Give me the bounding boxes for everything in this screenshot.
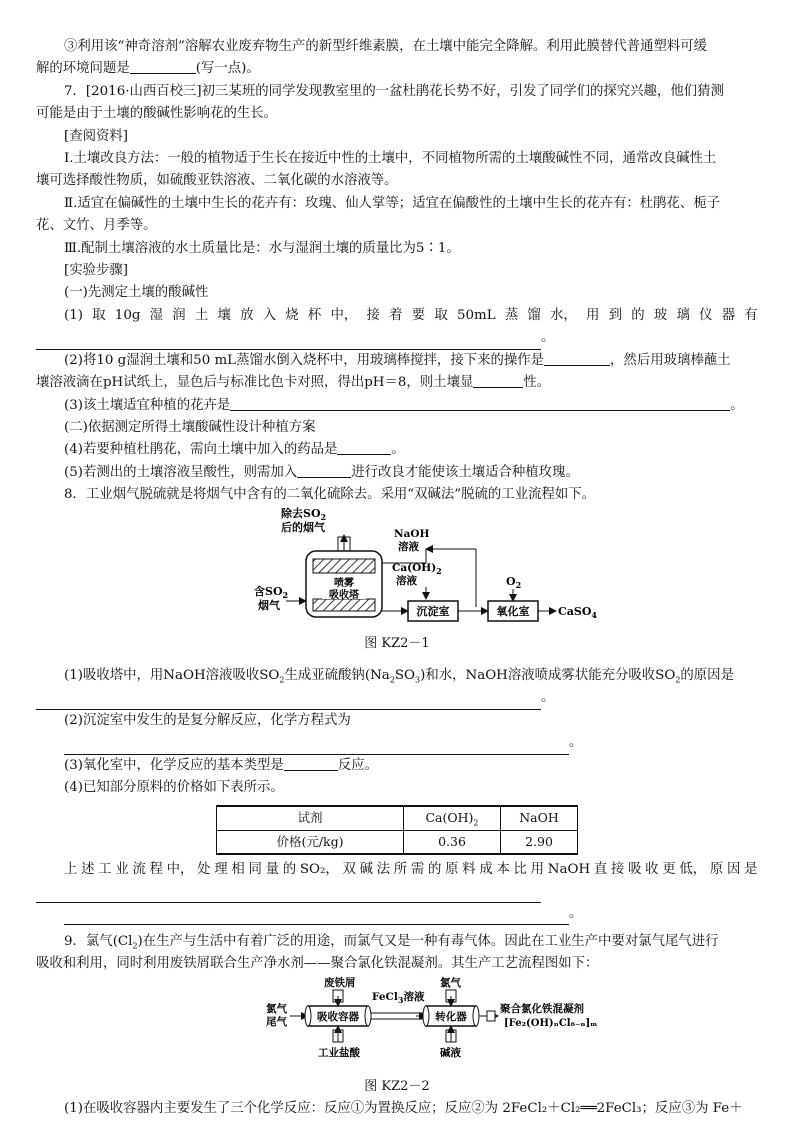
word: 到 [608, 307, 623, 323]
q7-part1: (一)先测定土壤的酸碱性 [64, 285, 209, 301]
q7-ref1-cont: 壤可选择酸性物质，如硫酸亚铁溶液、二氧化碳的水溶液等。 [36, 173, 398, 189]
figure-kz2-2 [36, 976, 758, 1076]
answer-line[interactable]: 。 [36, 687, 758, 709]
answer-line[interactable]: 。 [36, 732, 758, 754]
word: 需 [410, 862, 425, 878]
product-formula: [Fe₂(OH)ₙCl₆₋ₙ]ₘ [504, 1017, 598, 1029]
word: 器 [721, 307, 736, 323]
word: 入 [262, 307, 277, 323]
word: 业 [115, 862, 129, 878]
q7-stem: 7．[2016·山西百校三]初三某班的同学发现教室里的一盆杜鹃花长势不好，引发了同学们的探究兴趣，他们猜测 [64, 83, 724, 99]
word: 中， [166, 862, 194, 878]
word: 比 [513, 862, 527, 878]
converter-label: 转化器 [435, 1010, 467, 1023]
price-table [216, 805, 578, 855]
q7-ref-title: [查阅资料] [64, 128, 129, 144]
figure-caption-2: 图 KZ2－2 [364, 1078, 430, 1094]
word: 相 [231, 862, 245, 878]
word: 湿 [149, 307, 164, 323]
word: 所 [393, 862, 408, 878]
word: 因 [727, 862, 741, 878]
q8-step3: (3)氧化室中，化学反应的基本类型是 反应。 [64, 757, 378, 773]
answer-blank[interactable] [544, 351, 610, 366]
word: 馏 [527, 307, 541, 323]
word: 原 [709, 862, 724, 878]
word: 理 [214, 862, 228, 878]
q7-step4: (4)若要种植杜鹃花，需向土壤中加入的药品是 。 [64, 442, 405, 458]
document-page [36, 36, 758, 1121]
q6-item3-line2: 解的环境问题是 (写一点)。 [36, 61, 260, 77]
q7-step3: (3)该土壤适宜种植的花卉是 。 [64, 397, 744, 413]
table-header-reagent: 试剂 [217, 806, 404, 830]
word: 成 [479, 862, 493, 878]
answer-blank[interactable] [230, 396, 730, 411]
figure-kz2-1 [36, 507, 758, 637]
figure-caption-1: 图 KZ2－1 [364, 635, 430, 651]
table-cell: 0.36 [404, 830, 501, 854]
word: NaOH [547, 862, 591, 878]
q7-ref3: Ⅲ.配制土壤溶液的水土质量比是：水与湿润土壤的质量比为5∶1。 [64, 240, 460, 256]
word: 烧 [285, 307, 299, 323]
word: 接 [610, 862, 625, 878]
caoh2-label-2: 溶液 [396, 574, 417, 587]
product-label: CaSO$_4$ [558, 604, 597, 620]
word: 述 [81, 862, 95, 878]
flow-diagram-desulfurization [36, 507, 758, 637]
q6-item3-line1: ③利用该“神奇溶剂”溶解农业废弃物生产的新型纤维素膜，在土壤中能完全降解。利用此膜替代普通塑料可缓 [64, 39, 708, 54]
word: 50mL [456, 307, 496, 323]
q8-step1: (1)吸收塔中，用NaOH溶液吸收$SO_2$生成亚硫酸钠$(Na_2SO_3)$和水，NaOH溶液喷成雾状能充分吸收$SO_2$的原因是 [64, 667, 734, 685]
q7-step2-cont: 壤溶液滴在pH试纸上，显色后与标准比色卡对照，得出pH＝8，则土壤显 性。 [36, 375, 551, 391]
caoh2-label: $Ca(OH)_2$ [392, 561, 442, 576]
table-header-caoh2: $Ca(OH)_2$ [404, 806, 501, 830]
word: 是 [744, 862, 758, 878]
answer-line[interactable]: 。 [36, 327, 758, 349]
word: 接 [366, 307, 380, 323]
in-gas-label: 含$SO_2$ [254, 584, 289, 600]
scrap-iron-label: 废铁屑 [324, 976, 356, 989]
q7-step2: (2)将10 g湿润土壤和50 mL蒸馏水倒入烧杯中，用玻璃棒搅拌，接下来的操作是 ，然后用玻璃棒蘸土 [64, 352, 731, 368]
word: 的 [282, 862, 297, 878]
word: 上 [64, 862, 78, 878]
q7-ref2-cont: 花、文竹、月季等。 [36, 218, 157, 234]
word: 工 [98, 862, 112, 878]
word: 用 [586, 307, 600, 323]
word: 放 [240, 307, 254, 323]
q7-part2: (二)依据测定所得土壤酸碱性设计种植方案 [64, 419, 316, 435]
q8-step4: (4)已知部分原料的价格如下表所示。 [64, 779, 284, 795]
tower-label-2: 吸收塔 [329, 589, 359, 601]
precip-label: 沉淀室 [416, 604, 450, 618]
fecl3-label: FeCl$_3$溶液 [372, 990, 425, 1005]
o2-label: $O_2$ [506, 574, 522, 590]
q7-stem-cont: 可能是由于土壤的酸碱性影响花的生长。 [36, 106, 278, 122]
answer-blank[interactable] [130, 59, 196, 74]
q9-step1: (1)在吸收容器内主要发生了三个化学反应：反应①为置换反应；反应②为 2FeCl₂＋Cl₂══2FeCl₃；反应③为 Fe＋ [64, 1101, 743, 1117]
word: 法 [376, 862, 391, 878]
naoh-label: NaOH [394, 527, 430, 540]
answer-line[interactable]: 。 [36, 903, 758, 925]
word: 碱 [359, 862, 373, 878]
word: 更 [662, 862, 676, 878]
q7-step5: (5)若测出的土壤溶液呈酸性，则需加入 进行改良才能使该土壤适合种植玫瑰。 [64, 464, 579, 480]
q9-stem: 9．氯气$(Cl_2)$在生产与生活中有着广泛的用途，而氯气又是一种有毒气体。因此在工业生产中要对氯气尾气进行 [64, 934, 719, 951]
product-label: 聚合氯化铁混凝剂 [500, 1002, 584, 1015]
word: 要 [411, 307, 426, 323]
answer-blank[interactable] [284, 756, 338, 771]
table-cell: 2.90 [501, 830, 578, 854]
word: (1) [64, 307, 83, 323]
word: 的 [428, 862, 442, 878]
word: 取 [92, 307, 106, 323]
word: 玻 [653, 307, 668, 323]
tail-gas-label: 氯气 [266, 1002, 287, 1015]
table-header-naoh: NaOH [501, 806, 578, 830]
word: 双 [342, 862, 356, 878]
q8-step5 [36, 859, 758, 881]
alkali-label: 碱液 [440, 1046, 461, 1059]
word: 低， [679, 862, 707, 878]
word: 10g [114, 307, 141, 323]
word: 仪 [699, 307, 713, 323]
q7-exp-title: [实验步骤] [64, 263, 129, 279]
q8-stem: 8．工业烟气脱硫就是将烟气中含有的二氧化硫除去。采用“双碱法”脱硫的工业流程如下。 [64, 487, 596, 503]
word: 流 [132, 862, 146, 878]
naoh-label-2: 溶液 [398, 540, 419, 553]
answer-blank[interactable] [297, 463, 351, 478]
q7-ref1: Ⅰ.土壤改良方法：一般的植物适于生长在接近中性的土壤中，不同植物所需的土壤酸碱性不同，通常改良碱性土 [64, 151, 717, 167]
in-gas-label-2: 烟气 [258, 598, 280, 612]
word: 用 [530, 862, 545, 878]
out-gas-label-2: 后的烟气 [281, 520, 325, 534]
answer-blank[interactable] [337, 440, 391, 455]
word: 水， [550, 307, 577, 323]
absorber-label: 吸收容器 [317, 1010, 359, 1023]
word: 本 [496, 862, 510, 878]
word: 土 [194, 307, 209, 323]
flow-diagram-chlorine [36, 976, 758, 1076]
acid-label: 工业盐酸 [318, 1046, 360, 1059]
word: 着 [389, 307, 403, 323]
word: SO₂， [299, 862, 339, 878]
word: 吸 [628, 862, 642, 878]
word: 的 [631, 307, 645, 323]
word: 璃 [676, 307, 690, 323]
word: 中， [330, 307, 358, 323]
word: 蒸 [504, 307, 519, 323]
q7-step1 [36, 305, 758, 327]
answer-blank[interactable] [473, 373, 523, 388]
word: 处 [197, 862, 211, 878]
chlorine-label: 氯气 [440, 976, 461, 989]
table-cell: 价格(元/kg) [217, 830, 404, 854]
word: 取 [434, 307, 448, 323]
q9-stem-cont: 吸收和利用，同时利用废铁屑联合生产净水剂——聚合氯化铁混凝剂。其生产工艺流程图如下： [36, 956, 599, 972]
word: 程 [149, 862, 163, 878]
word: 直 [593, 862, 608, 878]
tower-label-1: 喷雾 [334, 577, 354, 589]
word: 原 [445, 862, 459, 878]
oxid-label: 氧化室 [496, 604, 530, 618]
tail-gas-label-2: 尾气 [266, 1015, 287, 1028]
q7-ref2: Ⅱ.适宜在偏碱性的土壤中生长的花卉有：玫瑰、仙人掌等；适宜在偏酸性的土壤中生长的花卉有：杜鹃花、栀子 [64, 195, 721, 211]
word: 润 [172, 307, 186, 323]
word: 有 [744, 307, 758, 323]
word: 杯 [307, 307, 322, 323]
word: 收 [645, 862, 659, 878]
out-gas-label: 除去$SO_2$ [281, 506, 327, 522]
word: 料 [462, 862, 476, 878]
word: 量 [265, 862, 279, 878]
word: 壤 [217, 307, 231, 323]
q8-step2: (2)沉淀室中发生的是复分解反应，化学方程式为 [64, 712, 351, 728]
word: 同 [248, 862, 262, 878]
answer-line[interactable] [36, 882, 758, 903]
